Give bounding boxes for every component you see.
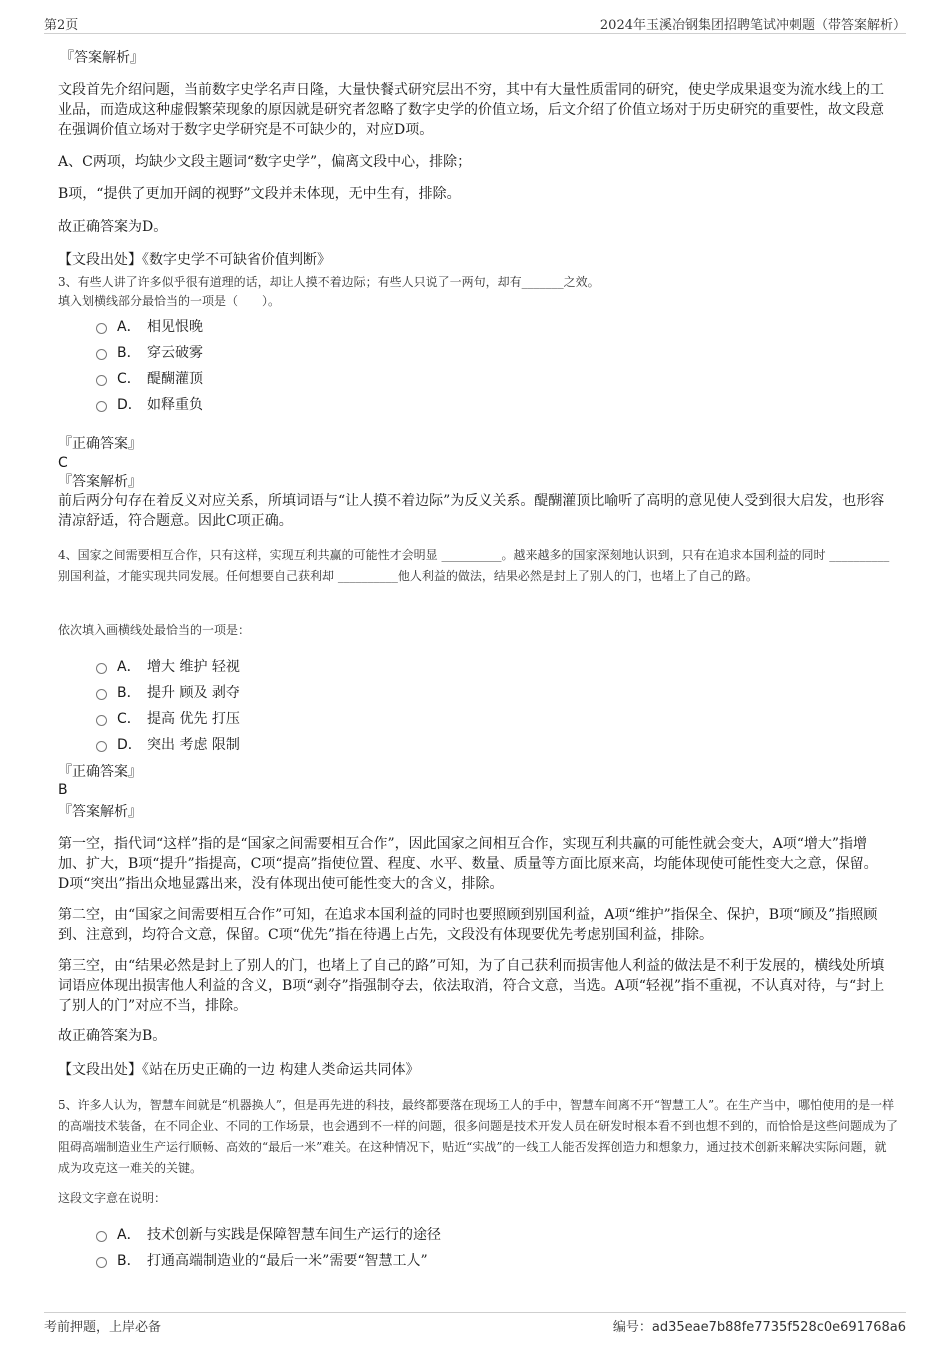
- q5-option-a[interactable]: A． 技术创新与实践是保障智慧车间生产运行的途径: [96, 1224, 441, 1244]
- document-title: 2024年玉溪冶钢集团招聘笔试冲刺题（带答案解析）: [599, 18, 906, 33]
- q4-analysis-label: 『答案解析』: [58, 804, 142, 820]
- q4-option-d[interactable]: D． 突出 考虑 限制: [96, 734, 240, 754]
- q4-prompt: 依次填入画横线处最恰当的一项是：: [58, 623, 251, 637]
- page-number: 第2页: [44, 18, 79, 33]
- radio-icon[interactable]: [96, 349, 107, 360]
- q2-analysis-p1: 文段首先介绍问题，当前数字史学名声日隆，大量快餐式研究层出不穷，其中有大量性质雷同的研究，使史学成果退变为流水线上的工业品，而造成这种虚假繁荣现象的原因就是研究者忽略了数字史学的价值立场，后文介绍了价值立场对于历史研究的重要性，故文段意在强调价值立场对于数字史学研究是不可缺少的，对应D项。: [58, 82, 884, 138]
- q3-analysis: 前后两分句存在着反义对应关系，所填词语与“让人摸不着边际”为反义关系。醍醐灌顶比喻听了高明的意见使人受到很大启发，也形容清凉舒适，符合题意。因此C项正确。: [58, 493, 885, 529]
- q4-analysis-p3: 第三空，由“结果必然是封上了别人的门，也堵上了自己的路”可知，为了自己获利而损害他人利益的做法是不利于发展的，横线处所填词语应体现出损害他人利益的含义，B项“剥夺”指强制夺去，依法取消，符合文意，当选。A项“轻视”指不重视，不认真对待，与“封上了别人的门”对应不当，排除。: [58, 958, 885, 1014]
- radio-icon[interactable]: [96, 663, 107, 674]
- footer-slogan: 考前押题，上岸必备: [44, 1320, 162, 1335]
- footer-code-value: ad35eae7b88fe7735f528c0e691768a6: [651, 1320, 906, 1335]
- q3-option-b[interactable]: B． 穿云破雾: [96, 342, 203, 362]
- radio-icon[interactable]: [96, 1231, 107, 1242]
- radio-icon[interactable]: [96, 401, 107, 412]
- q4-answer-label: 『正确答案』: [58, 764, 142, 780]
- q2-analysis-p3: B项，“提供了更加开阔的视野”文段并未体现，无中生有，排除。: [58, 186, 461, 202]
- q2-source: 【文段出处】《数字史学不可缺省价值判断》: [58, 252, 331, 268]
- q3-stem: 3、有些人讲了许多似乎很有道理的话，却让人摸不着边际；有些人只说了一两句，却有_______之效。: [58, 275, 600, 289]
- footer-code-label: 编号：: [612, 1320, 652, 1335]
- radio-icon[interactable]: [96, 1257, 107, 1268]
- q2-analysis-p2: A、C两项，均缺少文段主题词“数字史学”，偏离文段中心，排除；: [58, 154, 472, 170]
- q3-prompt: 填入划横线部分最恰当的一项是（ ）。: [58, 294, 281, 308]
- q5-prompt: 这段文字意在说明：: [58, 1191, 167, 1205]
- q5-stem: 5、许多人认为，智慧车间就是“机器换人”，但是再先进的科技，最终都要落在现场工人的手中，智慧车间离不开“智慧工人”。在生产当中，哪怕使用的是一样的高端技术装备，在不同企业、不同的工作场景，也会遇到不一样的问题，很多问题是技术开发人员在研发时根本看不到也想不到的，而恰恰是这些问题成为了阻碍高端制造业生产运行顺畅、高效的“最后一米”难关。在这种情况下，贴近“实战”的一线工人能否发挥创造力和想象力，通过技术创新来解决实际问题，就成为攻克这一难关的关键。: [58, 1098, 899, 1175]
- q3-option-a[interactable]: A． 相见恨晚: [96, 316, 203, 336]
- q4-option-a[interactable]: A． 增大 维护 轻视: [96, 656, 240, 676]
- radio-icon[interactable]: [96, 689, 107, 700]
- radio-icon[interactable]: [96, 741, 107, 752]
- q4-option-c[interactable]: C． 提高 优先 打压: [96, 708, 240, 728]
- q4-source: 【文段出处】《站在历史正确的一边 构建人类命运共同体》: [58, 1062, 420, 1078]
- q3-option-c[interactable]: C． 醍醐灌顶: [96, 368, 203, 388]
- q5-option-b[interactable]: B． 打通高端制造业的“最后一米”需要“智慧工人”: [96, 1250, 428, 1270]
- q2-analysis-p4: 故正确答案为D。: [58, 219, 168, 235]
- q2-analysis-label: 『答案解析』: [60, 50, 144, 66]
- footer-code: [613, 1316, 906, 1335]
- radio-icon[interactable]: [96, 715, 107, 726]
- q3-analysis-label: 『答案解析』: [58, 474, 142, 490]
- footer-divider: [44, 1312, 906, 1313]
- q3-option-d[interactable]: D． 如释重负: [96, 394, 203, 414]
- q4-analysis-p2: 第二空，由“国家之间需要相互合作”可知，在追求本国利益的同时也要照顾到别国利益，A项“维护”指保全、保护，B项“顾及”指照顾到、注意到，均符合文意，保留。C项“优先”指在待遇上占先，文段没有体现要优先考虑别国利益，排除。: [58, 907, 878, 943]
- radio-icon[interactable]: [96, 323, 107, 334]
- q4-stem: 4、国家之间需要相互合作，只有这样，实现互利共赢的可能性才会明显 __________。越来越多的国家深刻地认识到，只有在追求本国利益的同时 __________别国利益，才能实现共同发展。任何想要自己获利却 __________他人利益的做法，结果必然是封上了别人的门，也堵上了自己的路。: [58, 548, 890, 583]
- q3-answer: C: [58, 455, 68, 471]
- q4-option-b[interactable]: B． 提升 顾及 剥夺: [96, 682, 240, 702]
- header-divider: [44, 33, 906, 34]
- radio-icon[interactable]: [96, 375, 107, 386]
- q4-answer: B: [58, 782, 68, 798]
- q4-analysis-p1: 第一空，指代词“这样”指的是“国家之间需要相互合作”，因此国家之间相互合作，实现互利共赢的可能性就会变大，A项“增大”指增加、扩大，B项“提升”指提高，C项“提高”指使位置、程度、水平、数量、质量等方面比原来高，均能体现使可能性变大之意，保留。D项“突出”指出众地显露出来，没有体现出使可能性变大的含义，排除。: [58, 836, 878, 892]
- q3-answer-label: 『正确答案』: [58, 436, 142, 452]
- q4-analysis-p4: 故正确答案为B。: [58, 1028, 167, 1044]
